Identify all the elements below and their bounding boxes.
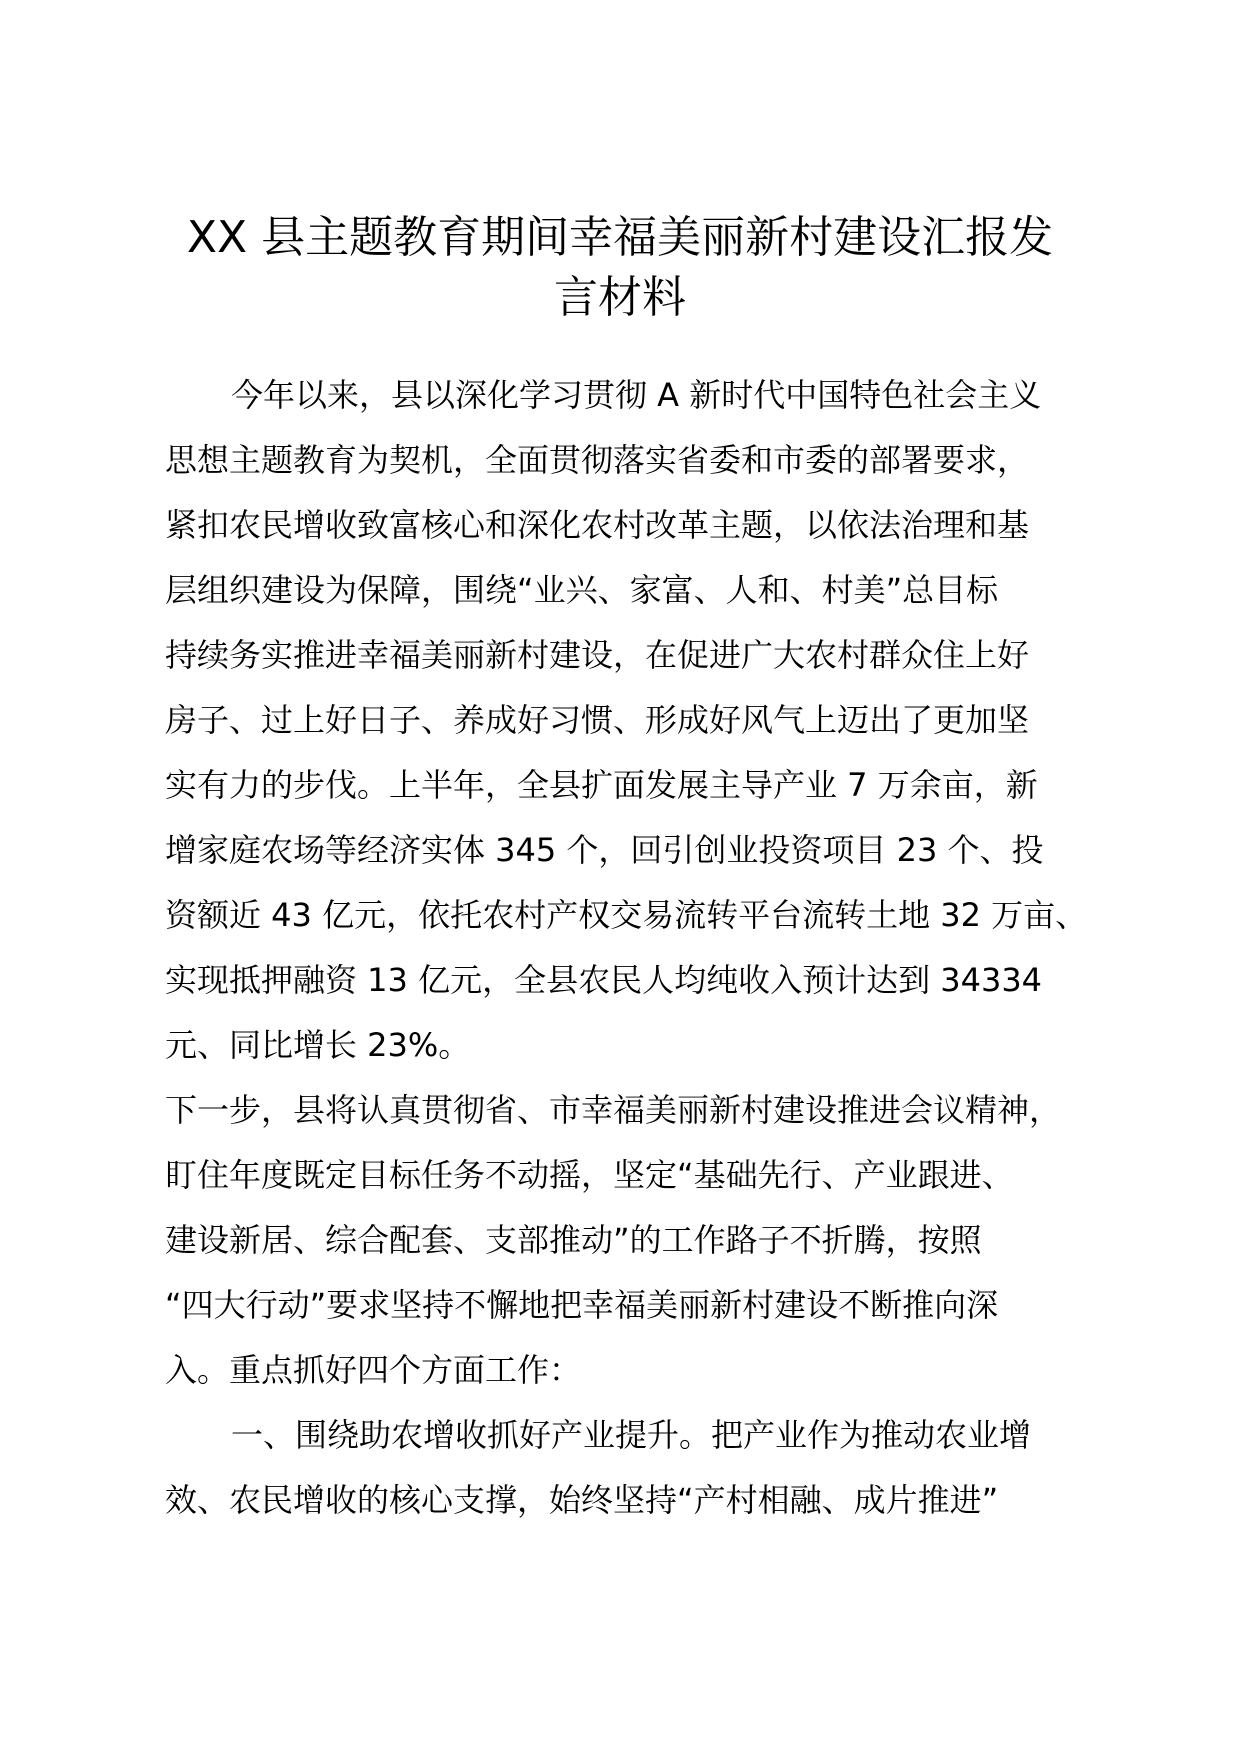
text-line: 层组织建设为保障，围绕“业兴、家富、人和、村美”总目标 (165, 571, 999, 609)
paragraph-intro (165, 363, 1088, 1078)
document-title (160, 208, 1080, 328)
paragraph-next-steps (165, 1078, 1085, 1403)
title-line: 言材料 (554, 272, 686, 323)
text-line: 思想主题教育为契机，全面贯彻落实省委和市委的部署要求， (165, 441, 1030, 479)
text-line: 实有力的步伐。上半年，全县扩面发展主导产业 7 万余亩，新 (165, 766, 1038, 804)
text-line: 今年以来，县以深化学习贯彻 A 新时代中国特色社会主义 (231, 376, 1042, 414)
text-line: 一、围绕助农增收抓好产业提升。把产业作为推动农业增 (231, 1416, 1032, 1454)
text-line: 下一步，县将认真贯彻省、市幸福美丽新村建设推进会议精神， (165, 1091, 1062, 1129)
text-line: 增家庭农场等经济实体 345 个，回引创业投资项目 23 个、投 (165, 831, 1044, 869)
text-line: 房子、过上好日子、养成好习惯、形成好风气上迈出了更加坚 (165, 701, 1030, 739)
document-body (165, 363, 1088, 1533)
text-line: 效、农民增收的核心支撑，始终坚持“产村相融、成片推进” (165, 1481, 999, 1519)
text-line: 实现抵押融资 13 亿元，全县农民人均纯收入预计达到 34334 (165, 961, 1043, 999)
text-line: 持续务实推进幸福美丽新村建设，在促进广大农村群众住上好 (165, 636, 1030, 674)
paragraph-section-one (165, 1403, 1085, 1533)
text-line: 盯住年度既定目标任务不动摇，坚定“基础先行、产业跟进、 (165, 1156, 1014, 1194)
text-line: 元、同比增长 23%。 (165, 1026, 471, 1064)
text-line: 建设新居、综合配套、支部推动”的工作路子不折腾，按照 (165, 1221, 982, 1259)
text-line: “四大行动”要求坚持不懈地把幸福美丽新村建设不断推向深 (165, 1286, 999, 1324)
text-line: 资额近 43 亿元，依托农村产权交易流转平台流转土地 32 万亩、 (165, 896, 1088, 934)
text-line: 紧扣农民增收致富核心和深化农村改革主题，以依法治理和基 (165, 506, 1030, 544)
text-line: 入。重点抓好四个方面工作： (165, 1351, 582, 1389)
title-line: XX 县主题教育期间幸福美丽新村建设汇报发 (186, 212, 1054, 263)
